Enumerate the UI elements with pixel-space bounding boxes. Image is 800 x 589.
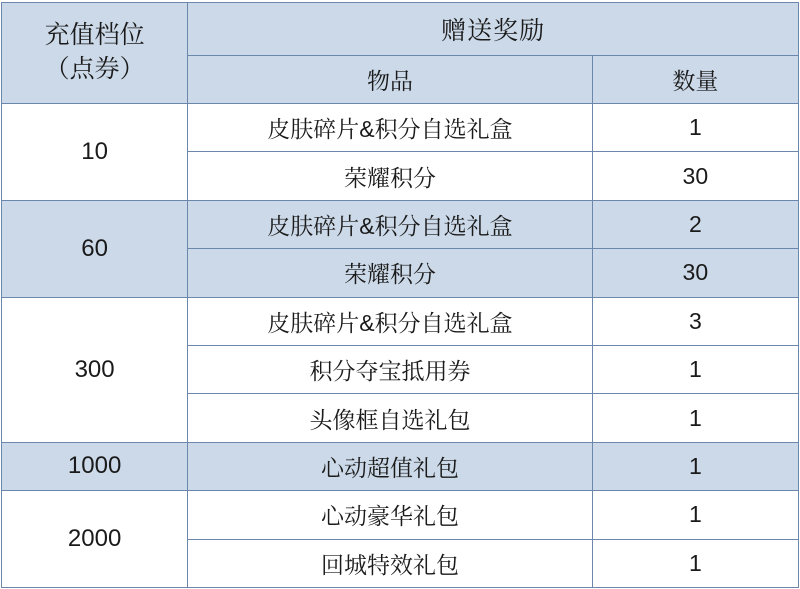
header-cell-reward-group: 赠送奖励 [188,3,799,56]
count-cell: 1 [592,346,798,394]
tier-cell: 10 [2,104,188,201]
header-cell-count: 数量 [592,55,798,103]
tier-cell: 300 [2,297,188,442]
header-cell-item: 物品 [188,55,592,103]
item-cell: 积分夺宝抵用券 [188,346,592,394]
count-cell: 1 [592,104,798,152]
item-cell: 皮肤碎片&积分自选礼盒 [188,200,592,248]
item-cell: 皮肤碎片&积分自选礼盒 [188,104,592,152]
table-row [2,442,799,490]
header-tier-line1: 充值档位 [44,21,145,50]
count-cell: 30 [592,152,798,200]
count-cell: 1 [592,539,798,587]
count-cell: 1 [592,394,798,442]
item-cell: 荣耀积分 [188,152,592,200]
header-cell-tier [2,3,188,104]
count-cell: 1 [592,442,798,490]
recharge-reward-table [1,2,799,588]
table-row [2,297,799,345]
tier-cell: 60 [2,200,188,297]
count-cell: 3 [592,297,798,345]
header-tier-line2: （点券） [44,55,145,84]
tier-cell: 2000 [2,491,188,588]
item-cell: 心动豪华礼包 [188,491,592,539]
header-row-1 [2,3,799,56]
count-cell: 30 [592,249,798,297]
table-row [2,200,799,248]
item-cell: 心动超值礼包 [188,442,592,490]
tier-cell: 1000 [2,442,188,490]
table-row [2,104,799,152]
item-cell: 回城特效礼包 [188,539,592,587]
count-cell: 1 [592,491,798,539]
item-cell: 荣耀积分 [188,249,592,297]
count-cell: 2 [592,200,798,248]
item-cell: 头像框自选礼包 [188,394,592,442]
table-body [2,3,799,588]
table-row [2,491,799,539]
item-cell: 皮肤碎片&积分自选礼盒 [188,297,592,345]
